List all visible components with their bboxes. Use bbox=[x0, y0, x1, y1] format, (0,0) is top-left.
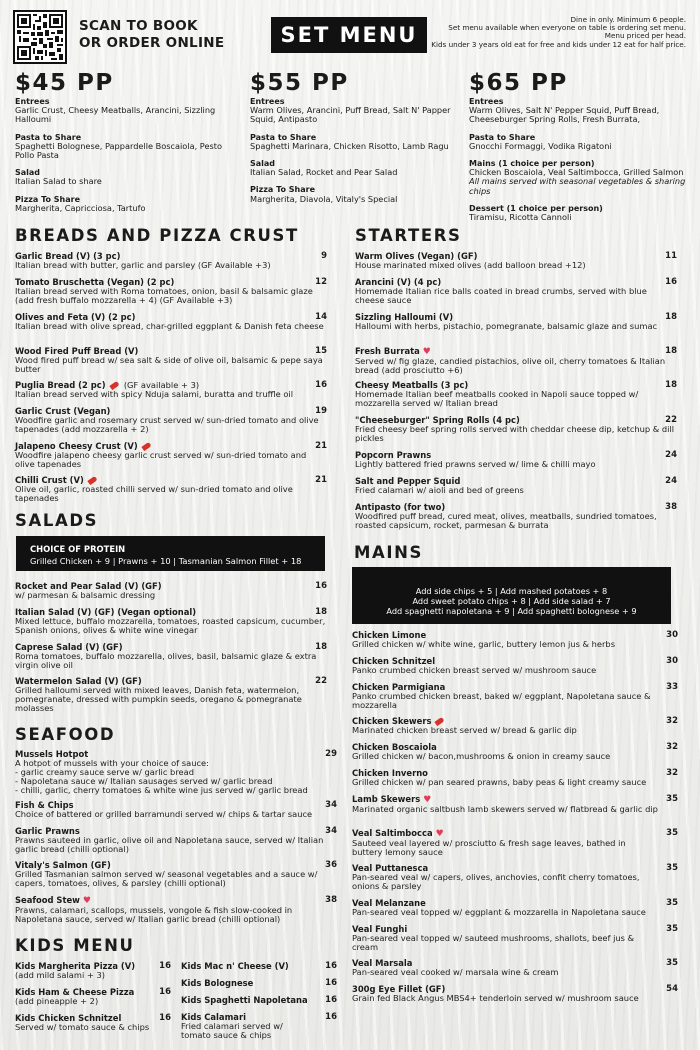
set-price-45: $45 PP bbox=[15, 70, 114, 96]
set-section-title: Pasta to Share bbox=[250, 132, 317, 142]
set-section-text: Chicken Boscaiola, Veal Saltimbocca, Grilled Salmon bbox=[469, 167, 684, 178]
set-section-title: Salad bbox=[250, 159, 276, 169]
scan-to-book-text bbox=[79, 18, 224, 52]
item-desc: Panko crumbed chicken breast, baked w/ eggplant, Napoletana sauce & mozzarella bbox=[352, 690, 651, 710]
item-desc: Halloumi with herbs, pistachio, pomegranate, balsamic glaze and sumac bbox=[355, 320, 658, 331]
item-price: 18 bbox=[665, 312, 677, 322]
heart-icon: ♥ bbox=[422, 347, 431, 357]
item-name: Kids Calamari bbox=[181, 1012, 246, 1022]
item-price: 35 bbox=[666, 924, 678, 934]
sides-line: Add spaghetti napoletana + 9 | Add spaghetti bolognese + 9 bbox=[386, 606, 637, 616]
menu-item bbox=[15, 252, 327, 270]
item-name: Veal Saltimbocca bbox=[352, 828, 433, 838]
item-name: Italian Salad (V) (GF) (Vegan optional) bbox=[15, 607, 197, 617]
note-line: Kids under 3 years old eat for free and kids under 12 eat for half price. bbox=[431, 39, 686, 49]
qr-code[interactable] bbox=[13, 10, 67, 64]
item-price: 21 bbox=[315, 475, 327, 485]
mains-title: MAINS bbox=[354, 543, 424, 562]
menu-item bbox=[355, 477, 677, 495]
item-price: 36 bbox=[325, 860, 337, 870]
item-name: Tomato Bruschetta (Vegan) (2 pc) bbox=[15, 277, 175, 287]
menu-item bbox=[355, 347, 677, 375]
menu-item bbox=[352, 743, 678, 761]
menu-item bbox=[15, 582, 327, 600]
item-name: Fresh Burrata bbox=[355, 346, 420, 356]
menu-item bbox=[15, 643, 327, 670]
item-desc: Fried calamari served w/ tomato sauce & chips bbox=[181, 1020, 283, 1040]
menu-item bbox=[355, 313, 677, 331]
sides-box bbox=[352, 567, 671, 624]
item-desc: Roma tomatoes, buffalo mozzarella, olives, basil, balsamic glaze & extra virgin olive oil bbox=[15, 650, 317, 670]
item-price: 30 bbox=[666, 656, 678, 666]
item-price: 22 bbox=[315, 676, 327, 686]
kids-menu-title: KIDS MENU bbox=[15, 936, 135, 955]
scan-line-1: SCAN TO BOOK bbox=[79, 18, 198, 34]
item-price: 35 bbox=[666, 898, 678, 908]
item-desc: Lightly battered fried prawns served w/ lime & chilli mayo bbox=[355, 458, 596, 469]
item-desc: A hotpot of mussels with your choice of sauce: bbox=[15, 757, 209, 768]
item-name: Olives and Feta (V) (2 pc) bbox=[15, 312, 136, 322]
item-desc: Grilled halloumi served with mixed leaves, Danish feta, watermelon, pomegranate, dressed with pumpkin seeds, oregano & pomegranate molasses bbox=[15, 684, 302, 713]
item-name: Garlic Prawns bbox=[15, 826, 80, 836]
item-price: 16 bbox=[325, 1012, 337, 1022]
item-price: 32 bbox=[666, 768, 678, 778]
protein-title: CHOICE OF PROTEIN bbox=[30, 544, 126, 554]
item-name: Sizzling Halloumi (V) bbox=[355, 312, 454, 322]
item-desc: Panko crumbed chicken breast served w/ mushroom sauce bbox=[352, 664, 597, 675]
menu-item bbox=[352, 683, 678, 710]
item-desc: Mixed lettuce, buffalo mozzarella, tomatoes, roasted capsicum, cucumber, Spanish onions, olives & white wine vinegar bbox=[15, 615, 326, 635]
item-name: Garlic Crust (Vegan) bbox=[15, 406, 111, 416]
item-name: Warm Olives (Vegan) (GF) bbox=[355, 251, 478, 261]
menu-item bbox=[15, 347, 327, 374]
set-section-title: Pasta to Share bbox=[469, 132, 536, 142]
item-desc: Served w/ tomato sauce & chips bbox=[15, 1021, 150, 1032]
menu-item bbox=[181, 1013, 337, 1040]
item-desc: Woodfire garlic and rosemary crust served w/ sun-dried tomato and olive tapenades (add mozzarella + 2) bbox=[15, 414, 319, 434]
item-desc: Grain fed Black Angus MBS4+ tenderloin served w/ mushroom sauce bbox=[352, 992, 639, 1003]
scan-line-2: OR ORDER ONLINE bbox=[79, 35, 225, 51]
set-section-text: Margherita, Diavola, Vitaly's Special bbox=[250, 193, 398, 204]
item-name: Cheesy Meatballs (3 pc) bbox=[355, 380, 469, 390]
item-desc: Fried calamari w/ aioli and bed of greens bbox=[355, 484, 524, 495]
menu-item bbox=[15, 827, 337, 854]
item-price: 35 bbox=[666, 863, 678, 873]
menu-item bbox=[355, 503, 677, 530]
set-section-title: Mains (1 choice per person) bbox=[469, 159, 595, 169]
item-desc: Marinated chicken breast served w/ bread & garlic dip bbox=[352, 724, 577, 735]
item-price: 32 bbox=[666, 742, 678, 752]
item-price: 35 bbox=[666, 958, 678, 968]
item-price: 21 bbox=[315, 441, 327, 451]
item-desc: (add pineapple + 2) bbox=[15, 995, 99, 1006]
set-section-text: Warm Olives, Arancini, Puff Bread, Salt N' Papper Squid, Antipasto bbox=[250, 105, 451, 125]
set-menu-55-details bbox=[250, 97, 465, 204]
item-name: Chicken Schnitzel bbox=[352, 656, 436, 666]
item-name: Jalapeno Cheesy Crust (V) bbox=[15, 441, 138, 451]
item-price: 34 bbox=[325, 800, 337, 810]
menu-item bbox=[355, 451, 677, 469]
item-price: 38 bbox=[325, 895, 337, 905]
item-name: Rocket and Pear Salad (V) (GF) bbox=[15, 581, 162, 591]
item-price: 30 bbox=[666, 630, 678, 640]
item-desc: Grilled Tasmanian salmon served w/ seasonal vegetables and a sauce w/ capers, tomatoes, olives, & parsley (chilli optional) bbox=[15, 868, 318, 888]
menu-item bbox=[15, 278, 327, 305]
breads-title: BREADS AND PIZZA CRUST bbox=[15, 226, 299, 245]
heart-icon: ♥ bbox=[82, 896, 91, 906]
menu-item bbox=[355, 278, 677, 305]
menu-item bbox=[15, 608, 327, 635]
item-name: Chicken Parmigiana bbox=[352, 682, 446, 692]
menu-item bbox=[352, 769, 678, 787]
item-desc: Olive oil, garlic, roasted chilli served w/ sun-dried tomato and olive tapenades bbox=[15, 483, 293, 503]
item-name: Kids Margherita Pizza (V) bbox=[15, 961, 136, 971]
item-desc: Wood fired puff bread w/ sea salt & side of olive oil, balsamic & pepe saya butter bbox=[15, 354, 323, 374]
item-name: Salt and Pepper Squid bbox=[355, 476, 461, 486]
item-price: 16 bbox=[315, 380, 327, 390]
item-name: Veal Puttanesca bbox=[352, 863, 429, 873]
item-desc: Homemade Italian beef meatballs cooked in Napoli sauce topped w/ mozzarella served w/ Italian bread bbox=[355, 388, 639, 408]
menu-item bbox=[352, 985, 678, 1003]
item-name: Veal Funghi bbox=[352, 924, 408, 934]
item-name: Popcorn Prawns bbox=[355, 450, 432, 460]
set-section-text: Spaghetti Bolognese, Pappardelle Boscaiola, Pesto Pollo Pasta bbox=[15, 140, 222, 161]
item-price: 15 bbox=[315, 346, 327, 356]
set-section-title: Pasta to Share bbox=[15, 132, 82, 142]
set-price-65: $65 PP bbox=[469, 70, 568, 96]
item-price: 29 bbox=[325, 749, 337, 759]
item-price: 33 bbox=[666, 682, 678, 692]
item-price: 14 bbox=[315, 312, 327, 322]
item-name: Chilli Crust (V) bbox=[15, 475, 84, 485]
protein-options: Grilled Chicken + 9 | Prawns + 10 | Tasmanian Salmon Fillet + 18 bbox=[30, 556, 302, 566]
item-desc: Fried cheesy beef spring rolls served with cheddar cheese dip, ketchup & dill pickles bbox=[355, 423, 675, 443]
set-section-text: Gnocchi Formaggi, Vodika Rigatoni bbox=[469, 140, 612, 151]
item-price: 16 bbox=[665, 277, 677, 287]
item-price: 12 bbox=[315, 277, 327, 287]
item-desc: Served w/ fig glaze, candied pistachios, olive oil, cherry tomatoes & Italian bread (add prosciutto +6) bbox=[355, 355, 666, 375]
menu-item bbox=[352, 657, 678, 675]
seafood-title: SEAFOOD bbox=[15, 725, 116, 744]
menu-item bbox=[352, 829, 678, 857]
menu-item bbox=[15, 988, 171, 1006]
item-desc: Woodfired puff bread, cured meat, olives, meatballs, sundried tomatoes, roasted capsicum, rocket, parmesan & burrata bbox=[355, 510, 657, 530]
menu-item bbox=[181, 996, 337, 1005]
item-name: Kids Bolognese bbox=[181, 978, 254, 988]
set-menu-45-details bbox=[15, 97, 230, 213]
menu-item bbox=[355, 252, 677, 270]
menu-item bbox=[352, 864, 678, 891]
item-name: Vitaly's Salmon (GF) bbox=[15, 860, 111, 870]
item-price: 35 bbox=[666, 794, 678, 804]
item-price: 34 bbox=[325, 826, 337, 836]
note-line: Dine in only. Minimum 6 people. bbox=[570, 15, 686, 24]
menu-item bbox=[181, 962, 337, 971]
set-section-text: Italian Salad to share bbox=[15, 176, 102, 187]
item-desc: Italian bread served with spicy Nduja salami, buratta and truffle oil bbox=[15, 388, 294, 399]
item-name: Arancini (V) (4 pc) bbox=[355, 277, 442, 287]
set-section-title: Pizza To Share bbox=[15, 194, 81, 204]
menu-item bbox=[352, 959, 678, 977]
menu-item bbox=[352, 717, 678, 735]
menu-item bbox=[352, 925, 678, 952]
item-price: 18 bbox=[315, 642, 327, 652]
item-name: "Cheeseburger" Spring Rolls (4 pc) bbox=[355, 415, 520, 425]
set-section-title: Entrees bbox=[469, 97, 504, 106]
item-name: Watermelon Salad (V) (GF) bbox=[15, 676, 142, 686]
item-desc: Woodfire jalapeno cheesy garlic crust served w/ sun-dried tomato and olive tapenades bbox=[15, 449, 307, 469]
menu-item bbox=[15, 962, 171, 980]
item-desc: Pan-seared veal cooked w/ marsala wine & cream bbox=[352, 966, 559, 977]
set-menu-65-details bbox=[469, 97, 694, 222]
item-desc: House marinated mixed olives (add balloon bread +12) bbox=[355, 259, 586, 270]
item-desc: Sauteed veal layered w/ prosciutto & fresh sage leaves, bathed in buttery lemony sauce bbox=[352, 837, 626, 857]
menu-item bbox=[15, 896, 337, 924]
set-menu-notes bbox=[426, 16, 686, 49]
set-section-title: Pizza To Share bbox=[250, 185, 316, 195]
item-desc: Grilled chicken w/ white wine, garlic, buttery lemon jus & herbs bbox=[352, 638, 616, 649]
set-price-55: $55 PP bbox=[250, 70, 349, 96]
set-section-note: All mains served with seasonal vegetables & sharing chips bbox=[469, 176, 686, 196]
note-line: Menu priced per head. bbox=[604, 31, 686, 41]
item-name: Antipasto (for two) bbox=[355, 502, 446, 512]
item-price: 22 bbox=[665, 415, 677, 425]
item-price: 32 bbox=[666, 716, 678, 726]
set-section-text: Tiramisu, Ricotta Cannoli bbox=[469, 212, 572, 223]
menu-item bbox=[352, 899, 678, 917]
menu-item bbox=[15, 1014, 171, 1032]
item-price: 18 bbox=[315, 607, 327, 617]
starters-title: STARTERS bbox=[355, 226, 462, 245]
item-name: 300g Eye Fillet (GF) bbox=[352, 984, 446, 994]
heart-icon: ♥ bbox=[435, 829, 444, 839]
item-desc: Grilled chicken w/ bacon,mushrooms & onion in creamy sauce bbox=[352, 750, 611, 761]
menu-item bbox=[181, 979, 337, 988]
sauce-option: - chilli, garlic, cherry tomatoes & white wine jus served w/ garlic bread bbox=[15, 784, 308, 795]
set-section-title: Salad bbox=[15, 168, 41, 178]
item-price: 16 bbox=[325, 995, 337, 1005]
heart-icon: ♥ bbox=[423, 795, 432, 805]
sides-line: Add sweet potato chips + 8 | Add side salad + 7 bbox=[412, 596, 611, 606]
item-price: 38 bbox=[665, 502, 677, 512]
item-name: Mussels Hotpot bbox=[15, 749, 89, 759]
item-name: Veal Marsala bbox=[352, 958, 413, 968]
sides-line: Add side chips + 5 | Add mashed potatoes + 8 bbox=[415, 586, 608, 596]
item-price: 16 bbox=[159, 987, 171, 997]
item-name: Chicken Limone bbox=[352, 630, 427, 640]
item-desc: (add mild salami + 3) bbox=[15, 969, 106, 980]
menu-item bbox=[15, 407, 327, 434]
item-price: 24 bbox=[665, 450, 677, 460]
item-name: Kids Ham & Cheese Pizza bbox=[15, 987, 135, 997]
item-price: 16 bbox=[159, 1013, 171, 1023]
item-name: Wood Fired Puff Bread (V) bbox=[15, 346, 139, 356]
item-desc: Prawns sauteed in garlic, olive oil and Napoletana sauce, served w/ Italian garlic bread (chilli optional) bbox=[15, 834, 324, 854]
set-section-text: Spaghetti Marinara, Chicken Risotto, Lamb Ragu bbox=[250, 140, 449, 151]
item-price: 19 bbox=[315, 406, 327, 416]
item-price: 11 bbox=[665, 251, 677, 261]
menu-item bbox=[352, 631, 678, 649]
item-name: Chicken Boscaiola bbox=[352, 742, 437, 752]
item-price: 16 bbox=[325, 961, 337, 971]
item-price: 35 bbox=[666, 828, 678, 838]
item-desc: Italian bread with olive spread, char-grilled eggplant & Danish feta cheese bbox=[15, 320, 324, 331]
set-section-title: Entrees bbox=[250, 97, 285, 106]
item-name: Kids Spaghetti Napoletana bbox=[181, 995, 308, 1005]
item-tag: (GF available + 3) bbox=[123, 380, 200, 390]
menu-item bbox=[15, 381, 327, 399]
item-desc: Italian bread with butter, garlic and parsley (GF Available +3) bbox=[15, 259, 271, 270]
menu-item bbox=[355, 416, 677, 443]
menu-item bbox=[355, 381, 677, 408]
item-price: 16 bbox=[159, 961, 171, 971]
item-desc: Pan-seared veal w/ capers, olives, anchovies, confit cherry tomatoes, onions & parsley bbox=[352, 871, 640, 891]
item-price: 9 bbox=[321, 251, 327, 261]
item-price: 54 bbox=[666, 984, 678, 994]
item-name: Fish & Chips bbox=[15, 800, 74, 810]
item-name: Kids Chicken Schnitzel bbox=[15, 1013, 122, 1023]
set-section-text: Italian Salad, Rocket and Pear Salad bbox=[250, 167, 398, 178]
note-line: Set menu available when everyone on table is ordering set menu. bbox=[448, 23, 686, 33]
item-desc: Pan-seared veal topped w/ sauteed mushrooms, shallots, beef jus & cream bbox=[352, 932, 635, 952]
menu-item bbox=[15, 801, 337, 819]
item-price: 18 bbox=[665, 346, 677, 356]
item-desc: Italian bread served with Roma tomatoes, onion, basil & balsamic glaze (add fresh buffalo mozzarella + 4) (GF Available +3) bbox=[15, 285, 313, 305]
item-name: Caprese Salad (V) (GF) bbox=[15, 642, 123, 652]
set-section-text: Margherita, Capricciosa, Tartufo bbox=[15, 202, 146, 213]
item-desc: Choice of battered or grilled barramundi served w/ chips & tartar sauce bbox=[15, 808, 313, 819]
salads-title: SALADS bbox=[15, 511, 99, 530]
item-name: Garlic Bread (V) (3 pc) bbox=[15, 251, 121, 261]
set-section-title: Entrees bbox=[15, 97, 50, 106]
set-section-text: Warm Olives, Salt N' Pepper Squid, Puff Bread, Cheeseburger Spring Rolls, Fresh Burrata, bbox=[469, 105, 660, 125]
item-price: 24 bbox=[665, 476, 677, 486]
set-menu-title: SET MENU bbox=[271, 17, 427, 53]
item-price: 16 bbox=[315, 581, 327, 591]
item-desc: Prawns, calamari, scallops, mussels, vongole & fish slow-cooked in Napoletana sauce, served w/ Italian garlic bread (chilli optional) bbox=[15, 904, 293, 924]
protein-box bbox=[16, 536, 325, 571]
sauce-option: - Napoletana sauce w/ Italian sausages served w/ garlic bread bbox=[15, 775, 273, 786]
item-name: Kids Mac n' Cheese (V) bbox=[181, 961, 289, 971]
item-name: Seafood Stew bbox=[15, 895, 80, 905]
item-desc: w/ parmesan & balsamic dressing bbox=[15, 589, 156, 600]
item-name: Chicken Inverno bbox=[352, 768, 428, 778]
sauce-option: - garlic creamy sauce serve w/ garlic bread bbox=[15, 766, 195, 777]
set-section-text: Garlic Crust, Cheesy Meatballs, Arancini, Sizzling Halloumi bbox=[15, 105, 216, 125]
menu-item bbox=[15, 750, 337, 795]
item-desc: Grilled chicken w/ pan seared prawns, baby peas & light creamy sauce bbox=[352, 776, 647, 787]
item-desc: Pan-seared veal topped w/ eggplant & mozzarella in Napoletana sauce bbox=[352, 906, 646, 917]
menu-item bbox=[15, 313, 327, 331]
item-name: Lamb Skewers bbox=[352, 794, 421, 804]
item-price: 16 bbox=[325, 978, 337, 988]
item-name: Puglia Bread (2 pc) bbox=[15, 380, 106, 390]
menu-item bbox=[352, 795, 678, 814]
item-name: Veal Melanzane bbox=[352, 898, 426, 908]
set-section-title: Dessert (1 choice per person) bbox=[469, 203, 603, 213]
item-name: Chicken Skewers bbox=[352, 716, 432, 726]
item-price: 18 bbox=[665, 380, 677, 390]
menu-item bbox=[15, 677, 327, 713]
menu-item bbox=[15, 861, 337, 888]
item-desc: Homemade Italian rice balls coated in bread crumbs, served with blue cheese sauce bbox=[355, 285, 647, 305]
menu-item bbox=[15, 476, 327, 503]
menu-item bbox=[15, 442, 327, 469]
item-desc: Marinated organic saltbush lamb skewers served w/ flatbread & garlic dip bbox=[352, 803, 658, 814]
